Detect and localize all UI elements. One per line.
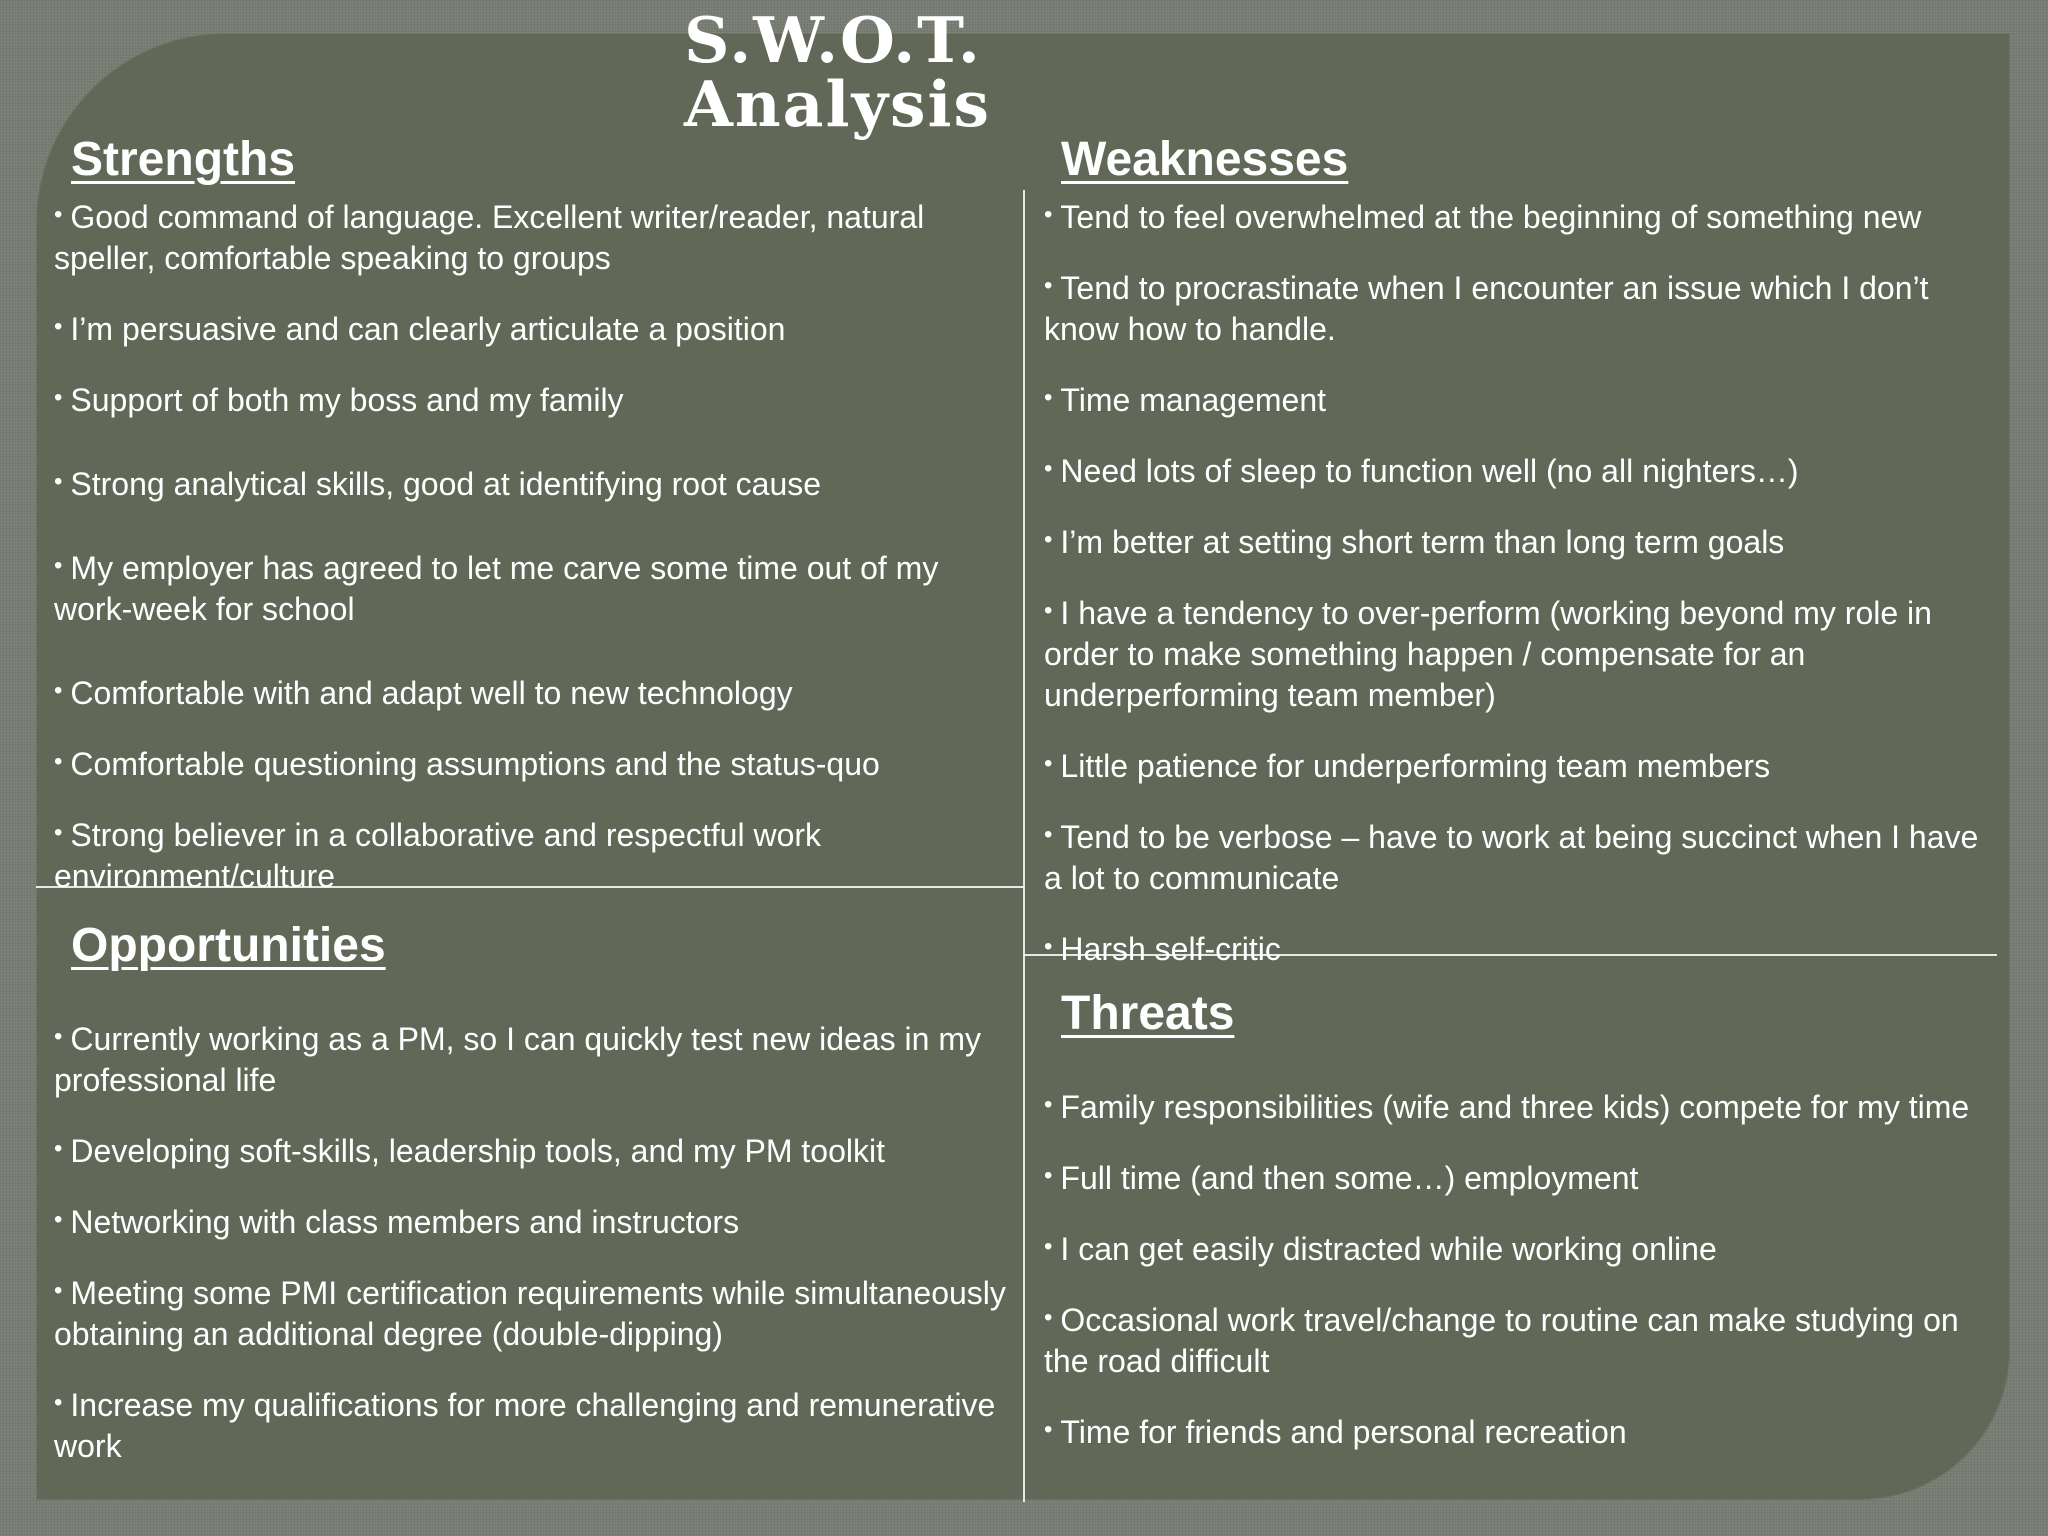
strength-item: • Strong analytical skills, good at identifying root cause [54, 461, 1014, 505]
weaknesses-quadrant [1044, 132, 2004, 997]
strength-item: • Strong believer in a collaborative and respectful work environment/culture [54, 812, 1014, 897]
threats-heading: Threats [1061, 987, 1235, 1040]
weakness-item: • Tend to be verbose – have to work at being succinct when I have a lot to communicate [1044, 814, 2004, 899]
strengths-heading: Strengths [71, 133, 296, 186]
opportunity-item: • Developing soft-skills, leadership tools, and my PM toolkit [54, 1128, 1014, 1172]
threat-item: • I can get easily distracted while working online [1044, 1226, 2004, 1270]
opportunity-item: • Meeting some PMI certification requirements while simultaneously obtaining an additional degree (double-dipping) [54, 1270, 1014, 1355]
weakness-item: • Tend to feel overwhelmed at the beginning of something new [1044, 194, 2004, 238]
vertical-divider [1023, 190, 1025, 1502]
strength-item: • Good command of language. Excellent writer/reader, natural speller, comfortable speaking to groups [54, 194, 1014, 279]
threat-item: • Time for friends and personal recreation [1044, 1409, 2004, 1453]
opportunities-quadrant [54, 918, 1014, 1494]
strength-item: • Comfortable with and adapt well to new technology [54, 670, 1014, 714]
opportunity-item: • Currently working as a PM, so I can quickly test new ideas in my professional life [54, 1016, 1014, 1101]
threats-quadrant [1044, 986, 2004, 1480]
strengths-list [54, 194, 1014, 897]
opportunity-item: • Increase my qualifications for more challenging and remunerative work [54, 1382, 1014, 1467]
slide-title [684, 3, 991, 141]
threats-list [1044, 1084, 2004, 1453]
title-line-1: S.W.O.T. [684, 3, 982, 77]
threat-item: • Occasional work travel/change to routine can make studying on the road difficult [1044, 1297, 2004, 1382]
weakness-item: • Little patience for underperforming team members [1044, 743, 2004, 787]
weakness-item: • Need lots of sleep to function well (no all nighters…) [1044, 448, 2004, 492]
opportunity-item: • Networking with class members and instructors [54, 1199, 1014, 1243]
strength-item: • My employer has agreed to let me carve some time out of my work-week for school [54, 545, 1014, 630]
threat-item: • Full time (and then some…) employment [1044, 1155, 2004, 1199]
weakness-item: • Harsh self-critic [1044, 926, 2004, 970]
weakness-item: • I have a tendency to over-perform (working beyond my role in order to make something happen / compensate for an underperforming team member) [1044, 590, 2004, 716]
opportunities-list [54, 1016, 1014, 1467]
threat-item: • Family responsibilities (wife and three kids) compete for my time [1044, 1084, 2004, 1128]
weaknesses-heading: Weaknesses [1061, 133, 1349, 186]
weakness-item: • Time management [1044, 377, 2004, 421]
strengths-quadrant [54, 132, 1014, 924]
strength-item: • Comfortable questioning assumptions and the status-quo [54, 741, 1014, 785]
strength-item: • Support of both my boss and my family [54, 377, 1014, 421]
weaknesses-list [1044, 194, 2004, 970]
weakness-item: • Tend to procrastinate when I encounter an issue which I don’t know how to handle. [1044, 265, 2004, 350]
weakness-item: • I’m better at setting short term than long term goals [1044, 519, 2004, 563]
strength-item: • I’m persuasive and can clearly articulate a position [54, 306, 1014, 350]
opportunities-heading: Opportunities [71, 919, 386, 972]
title-line-2: Analysis [684, 67, 991, 141]
